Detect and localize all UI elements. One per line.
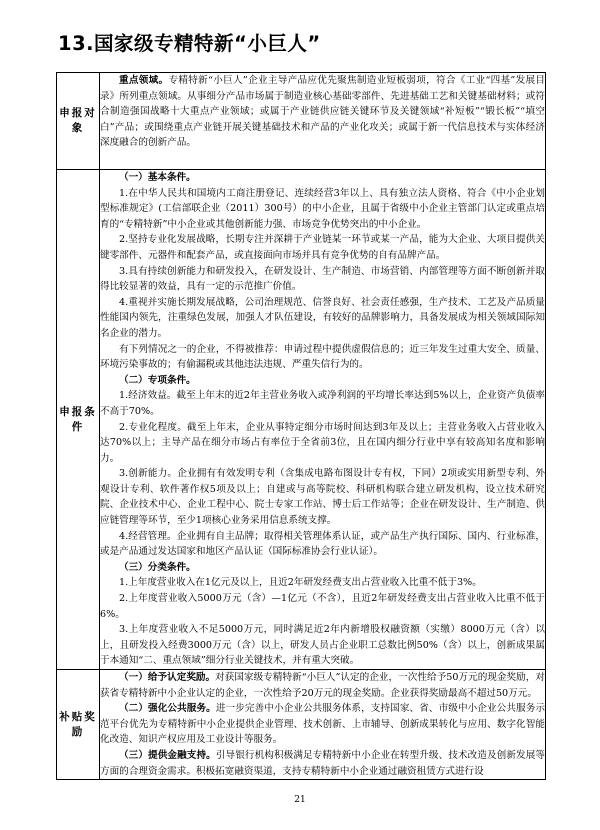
basic-heading: （一）基本条件。 <box>119 172 196 183</box>
rewards-content <box>100 670 546 780</box>
tier-item: 1.上年度营业收入在1亿元及以上，且近2年研发经费支出占营业收入比重不低于3%。 <box>119 577 482 589</box>
basic-exclusion: 有下列情况之一的企业，不得被推荐：申请过程中提供虚假信息的；近三年发生过重大安全、质量、环境污染事故的；有偷漏税或其他违法违规、严重失信行为的。 <box>100 343 545 371</box>
reward-item: （一）给予认定奖励。对获国家级专精特新“小巨人”认定的企业，一次性给予50万元的现金奖励，对获省专精特新中小企业认定的企业，一次性给予20万元的现金奖励。企业获得奖励最高不超过50万元。 <box>100 672 545 699</box>
table-row-focus <box>57 73 546 170</box>
page-title: 13.国家级专精特新“小巨人” <box>58 32 321 55</box>
basic-item: 3.具有持续创新能力和研发投入，在研发设计、生产制造、市场营销、内部管理等方面不断创新并取得比较显著的效益，具有一定的示范推广价值。 <box>100 265 545 293</box>
tier-heading: （三）分类条件。 <box>119 561 196 573</box>
policy-table <box>56 72 546 780</box>
tier-item: 3.上年度营业收入不足5000万元，同时满足近2年内新增股权融资额（实缴）8000万元（含）以上，且研发投入经费3000万元（含）以上，研发人员占企业职工总数比例50%（含）以上，创新成果属于本通知“二、重点领域”细分行业关键技术，并有重大突破。 <box>100 624 545 667</box>
table-row-conditions <box>57 170 546 670</box>
special-item: 2.专业化程度。截至上年末，企业从事特定细分市场时间达到3年及以上；主营业务收入占营业收入达70%以上；主导产品在细分市场占有率位于全省前3位，且在国内细分行业中享有较高知名度和影响力。 <box>100 421 545 464</box>
focus-content <box>100 73 546 170</box>
row-label-focus: 申报对象 <box>57 73 100 170</box>
special-heading: （二）专项条件。 <box>119 374 196 386</box>
special-item: 1.经济效益。截至上年末的近2年主营业务收入或净利润的平均增长率达到5%以上，企业资产负债率不高于70%。 <box>100 390 545 417</box>
basic-item: 2.坚持专业化发展战略，长期专注并深耕于产业链某一环节或某一产品，能为大企业、大项目提供关键零部件、元器件和配套产品，或直接面向市场并具有竞争优势的自有品牌产品。 <box>100 234 545 261</box>
reward-item: （三）提供金融支持。引导银行机构积极满足专精特新中小企业在转型升级、技术改造及创新发展等方面的合理资金需求。积极拓宽融资渠道，支持专精特新中小企业通过融资租赁方式进行设 <box>100 749 546 777</box>
basic-item: 1.在中华人民共和国境内工商注册登记、连续经营3年以上、具有独立法人资格、符合《中小企业划型标准规定》(工信部联企业（2011）300号）的中小企业，且属于省级中小企业主管部门认定或重点培育的“专精特新”中小企业或其他创新能力强、市场竞争优势突出的中小企业。 <box>100 187 545 230</box>
table-row-rewards <box>57 670 546 780</box>
conditions-content <box>100 170 546 670</box>
special-item: 3.创新能力。企业拥有有效发明专利（含集成电路布图设计专有权，下同）2项或实用新型专利、外观设计专利、软件著作权5项及以上；自建或与高等院校、科研机构联合建立研发机构，设立技术研究院、企业技术中心、企业工程中心、院士专家工作站、博士后工作站等；企业在研发设计、生产制造、供应链管理等环节，至少1项核心业务采用信息系统支撑。 <box>100 468 545 527</box>
special-item: 4.经营管理。企业拥有自主品牌；取得相关管理体系认证，或产品生产执行国际、国内、行业标准，或是产品通过发达国家和地区产品认证（国际标准协会行业认证）。 <box>100 530 545 558</box>
focus-paragraph: 重点领域。专精特新“小巨人”企业主导产品应优先聚焦制造业短板弱项，符合《工业“四基”发展目录》所列重点领域。从事细分产品市场属于制造业核心基础零部件、先进基础工艺和关键基础材料；或符合制造强国战略十大重点产业领域；或属于产业链供应链关键环节及关键领域“补短板”“锻长板”“填空白”产品；或围绕重点产业链开展关键基础技术和产品的产业化攻关；或属于新一代信息技术与实体经济深度融合的创新产品。 <box>100 75 545 149</box>
row-label-rewards: 补贴奖励 <box>57 670 100 780</box>
basic-item: 4.重视并实施长期发展战略，公司治理规范、信誉良好、社会责任感强，生产技术、工艺及产品质量性能国内领先，注重绿色发展，加强人才队伍建设，有较好的品牌影响力，具备发展成为相关领域国际知名企业的潜力。 <box>100 296 545 339</box>
tier-item: 2.上年度营业收入5000万元（含）—1亿元（不含），且近2年研发经费支出占营业收入比重不低于6%。 <box>100 593 545 620</box>
reward-item: （二）强化公共服务。进一步完善中小企业公共服务体系，支持国家、省、市级中小企业公共服务示范平台优先为专精特新中小企业提供企业管理、技术创新、上市辅导、创新成果转化与应用、数字化智能化改造、知识产权应用及工业设计等服务。 <box>100 703 546 746</box>
page-number: 21 <box>294 795 306 805</box>
row-label-conditions: 申报条件 <box>57 170 100 670</box>
